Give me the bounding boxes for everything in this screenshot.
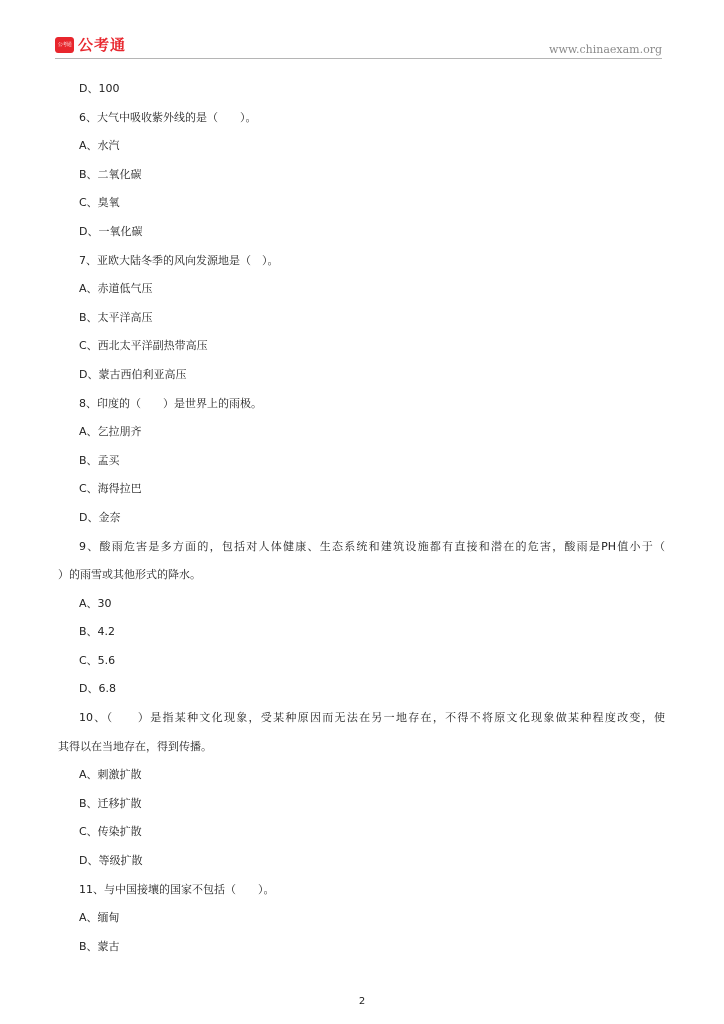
option-line: C、传染扩散	[79, 825, 142, 839]
option-line: B、蒙古	[79, 939, 120, 953]
page-number: 2	[358, 996, 366, 1007]
page-header	[55, 34, 662, 59]
option-line: A、水汽	[79, 139, 120, 153]
option-line: A、赤道低气压	[79, 282, 153, 296]
option-line: D、一氧化碳	[79, 224, 143, 238]
question-continuation-line: ）的雨雪或其他形式的降水。	[58, 568, 201, 582]
option-line: C、5.6	[79, 653, 116, 667]
question-content	[58, 79, 665, 965]
site-url: www.chinaexam.org	[549, 43, 662, 56]
logo-text: 公考通	[78, 36, 127, 54]
question-line: 11、与中国接壤的国家不包括（ ）。	[79, 882, 275, 896]
option-line: B、迁移扩散	[79, 796, 142, 810]
question-line: 8、印度的（ ）是世界上的雨极。	[79, 396, 262, 410]
question-line: 9、酸雨危害是多方面的，包括对人体健康、生态系统和建筑设施都有直接和潜在的危害，酸雨是PH值小于（	[79, 539, 665, 553]
option-line: B、太平洋高压	[79, 310, 153, 324]
option-line: C、海得拉巴	[79, 482, 142, 496]
option-line: B、二氧化碳	[79, 167, 142, 181]
option-line: C、西北太平洋副热带高压	[79, 339, 208, 353]
option-line: D、6.8	[79, 682, 116, 696]
option-line: A、刺激扩散	[79, 768, 142, 782]
option-line: D、等级扩散	[79, 854, 143, 868]
option-line: A、30	[79, 596, 112, 610]
option-line: A、乞拉朋齐	[79, 425, 142, 439]
logo	[55, 36, 126, 54]
option-line: A、缅甸	[79, 911, 120, 925]
option-line: B、孟买	[79, 453, 120, 467]
option-line: B、4.2	[79, 625, 116, 639]
question-line: 10、（ ）是指某种文化现象，受某种原因而无法在另一地存在，不得不将原文化现象做某种程度改变，使	[79, 711, 665, 725]
option-line: C、臭氧	[79, 196, 120, 210]
option-line: D、金奈	[79, 510, 121, 524]
option-line: D、100	[79, 82, 120, 95]
option-line: D、蒙古西伯利亚高压	[79, 367, 187, 381]
question-line: 7、亚欧大陆冬季的风向发源地是（ ）。	[79, 253, 279, 267]
question-line: 6、大气中吸收紫外线的是（ ）。	[79, 110, 257, 124]
logo-badge-icon: 公考通	[55, 37, 74, 53]
question-continuation-line: 其得以在当地存在，得到传播。	[58, 739, 212, 753]
